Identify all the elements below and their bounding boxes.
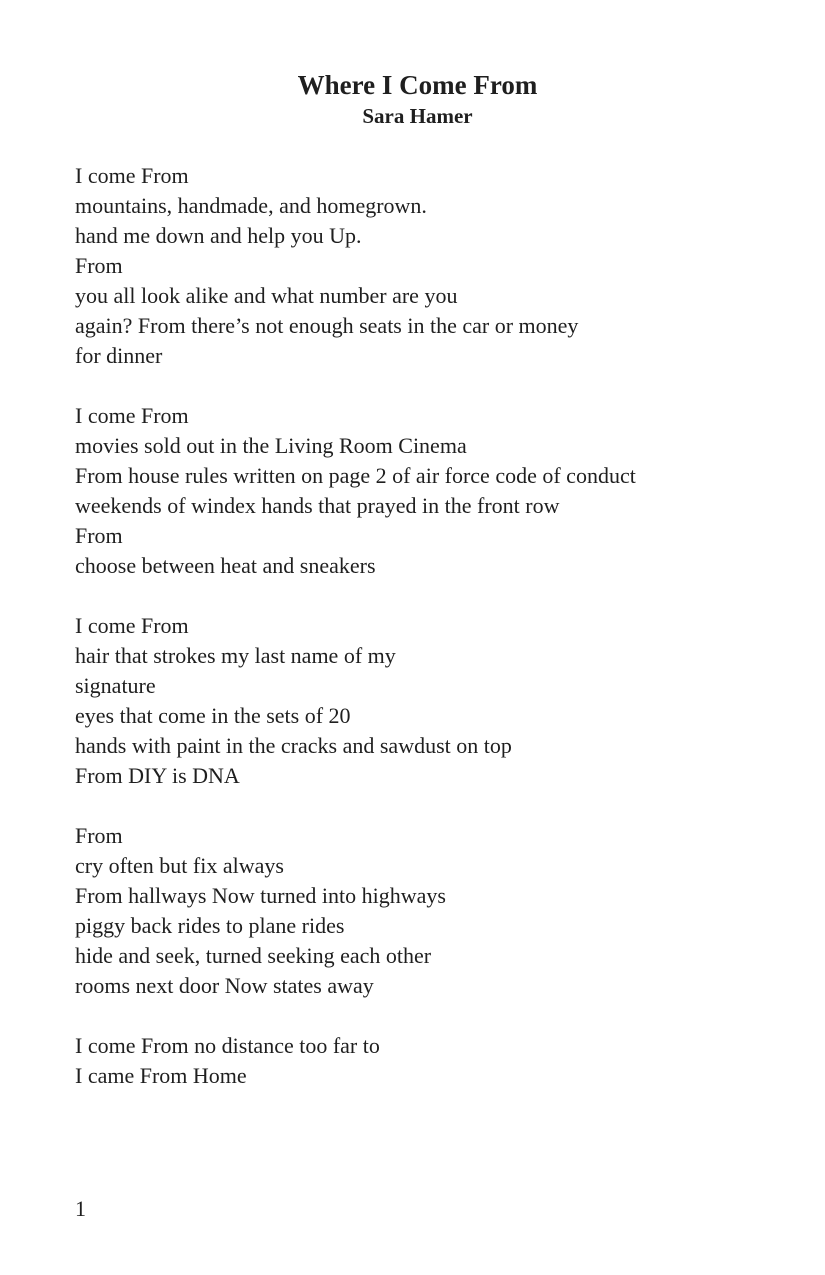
poem-line: I came From Home <box>75 1063 247 1088</box>
poem-line: for dinner <box>75 343 163 368</box>
poem-line: From <box>75 823 123 848</box>
poem-line: hair that strokes my last name of my <box>75 643 396 668</box>
poem-line: hands with paint in the cracks and sawdust on top <box>75 733 512 758</box>
poem-line: you all look alike and what number are you <box>75 283 458 308</box>
poem-line: mountains, handmade, and homegrown. <box>75 193 427 218</box>
stanza-5 <box>75 1031 795 1091</box>
poem-line: hand me down and help you Up. <box>75 223 362 248</box>
poem-line: From hallways Now turned into highways <box>75 883 446 908</box>
stanza-4 <box>75 821 795 1001</box>
stanza-1 <box>75 161 795 371</box>
poem-line: From <box>75 253 123 278</box>
poem-line: signature <box>75 673 156 698</box>
poem-line: From house rules written on page 2 of air force code of conduct <box>75 463 636 488</box>
poem-line: From <box>75 523 123 548</box>
poem-line: cry often but fix always <box>75 853 284 878</box>
poem-line: weekends of windex hands that prayed in the front row <box>75 493 560 518</box>
poem-line: eyes that come in the sets of 20 <box>75 703 351 728</box>
poem-line: again? From there’s not enough seats in the car or money <box>75 313 579 338</box>
poem-line: From DIY is DNA <box>75 763 240 788</box>
poem-line: piggy back rides to plane rides <box>75 913 345 938</box>
poem-line: movies sold out in the Living Room Cinema <box>75 433 467 458</box>
poem-line: I come From <box>75 163 189 188</box>
stanza-3 <box>75 611 795 791</box>
poem-author: Sara Hamer <box>362 104 473 128</box>
poem-line: I come From <box>75 403 189 428</box>
poem-body <box>75 161 795 1121</box>
poem-line: I come From <box>75 613 189 638</box>
poem-header <box>0 66 825 128</box>
poem-line: rooms next door Now states away <box>75 973 374 998</box>
stanza-2 <box>75 401 795 581</box>
poem-title: Where I Come From <box>297 70 538 100</box>
poem-line: I come From no distance too far to <box>75 1033 380 1058</box>
poem-line: hide and seek, turned seeking each other <box>75 943 432 968</box>
poem-line: choose between heat and sneakers <box>75 553 376 578</box>
page-number: 1 <box>75 1196 86 1221</box>
